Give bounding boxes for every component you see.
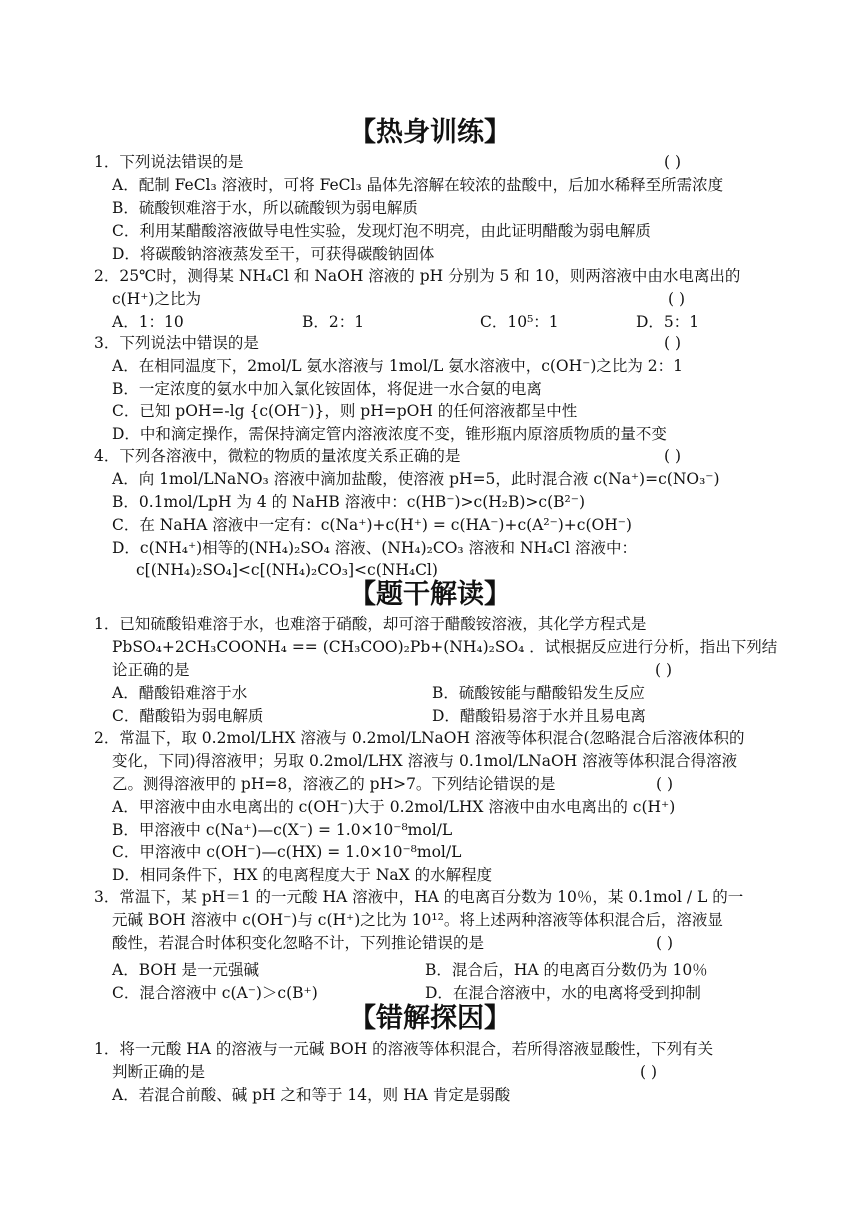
answer-parenthesis: ( )	[656, 775, 674, 793]
option-a: A．1：10	[112, 313, 184, 331]
option-a: A．BOH 是一元强碱	[112, 961, 260, 979]
question-stem-cont: 判断正确的是	[112, 1063, 206, 1081]
section-heading-errors: 【错解探因】	[349, 1003, 511, 1034]
answer-parenthesis: ( )	[664, 153, 682, 171]
option-b: B．甲溶液中 c(Na⁺)—c(X⁻) = 1.0×10⁻⁸mol/L	[112, 821, 453, 839]
option-d: D．c(NH₄⁺)相等的(NH₄)₂SO₄ 溶液、(NH₄)₂CO₃ 溶液和 NH₄Cl 溶液中：	[112, 539, 638, 557]
question-stem-cont: 乙。测得溶液甲的 pH=8，溶液乙的 pH>7。下列结论错误的是	[112, 775, 556, 793]
option-a: A．配制 FeCl₃ 溶液时，可将 FeCl₃ 晶体先溶解在较浓的盐酸中，后加水稀释至所需浓度	[112, 176, 724, 194]
question-stem: 2．25℃时，测得某 NH₄Cl 和 NaOH 溶液的 pH 分别为 5 和 10，则两溶液中由水电离出的	[94, 267, 741, 285]
answer-parenthesis: ( )	[656, 934, 674, 952]
option-b: B．一定浓度的氨水中加入氯化铵固体，将促进一水合氨的电离	[112, 380, 542, 398]
option-c: C．甲溶液中 c(OH⁻)—c(HX) = 1.0×10⁻⁸mol/L	[112, 843, 462, 861]
question-stem: 3．常温下，某 pH＝1 的一元酸 HA 溶液中，HA 的电离百分数为 10％，某 0.1mol / L 的一	[94, 888, 744, 906]
question-stem: 1．已知硫酸铅难溶于水，也难溶于硝酸，却可溶于醋酸铵溶液，其化学方程式是	[94, 615, 647, 633]
question-stem: 4．下列各溶液中，微粒的物质的量浓度关系正确的是	[94, 447, 461, 465]
option-d: D．相同条件下，HX 的电离程度大于 NaX 的水解程度	[112, 866, 493, 884]
question-stem-cont: PbSO₄+2CH₃COONH₄ == (CH₃COO)₂Pb+(NH₄)₂SO₄ ．试根据反应进行分析，指出下列结	[112, 638, 778, 656]
option-c: C．10⁵：1	[480, 313, 559, 331]
option-a: A．醋酸铅难溶于水	[112, 684, 248, 702]
answer-parenthesis: ( )	[640, 1063, 658, 1081]
option-c: C．在 NaHA 溶液中一定有：c(Na⁺)+c(H⁺) = c(HA⁻)+c(A²⁻)+c(OH⁻)	[112, 516, 632, 534]
option-a: A．若混合前酸、碱 pH 之和等于 14，则 HA 肯定是弱酸	[112, 1086, 511, 1104]
option-d-cont: c[(NH₄)₂SO₄]<c[(NH₄)₂CO₃]<c(NH₄Cl)	[136, 561, 438, 579]
question-stem: 1．下列说法错误的是	[94, 153, 244, 171]
option-d: D．将碳酸钠溶液蒸发至干，可获得碳酸钠固体	[112, 245, 435, 263]
answer-parenthesis: ( )	[664, 334, 682, 352]
option-a: A．在相同温度下，2mol/L 氨水溶液与 1mol/L 氨水溶液中，c(OH⁻)之比为 2：1	[112, 357, 684, 375]
option-b: B．2：1	[302, 313, 365, 331]
section-heading-warmup: 【热身训练】	[349, 117, 511, 148]
option-c: C．醋酸铅为弱电解质	[112, 707, 264, 725]
option-c: C．利用某醋酸溶液做导电性实验，发现灯泡不明亮，由此证明醋酸为弱电解质	[112, 222, 651, 240]
option-d: D．在混合溶液中，水的电离将受到抑制	[425, 984, 701, 1002]
option-d: D．5：1	[636, 313, 700, 331]
question-stem-cont: 酸性，若混合时体积变化忽略不计，下列推论错误的是	[112, 934, 485, 952]
question-stem-cont: 变化，下同)得溶液甲；另取 0.2mol/LHX 溶液与 0.1mol/LNaOH 溶液等体积混合得溶液	[112, 752, 738, 770]
question-stem: 3．下列说法中错误的是	[94, 334, 259, 352]
answer-parenthesis: ( )	[668, 290, 686, 308]
option-d: D．醋酸铅易溶于水并且易电离	[432, 707, 646, 725]
section-heading-analysis: 【题干解读】	[349, 579, 511, 610]
option-b: B．硫酸钡难溶于水，所以硫酸钡为弱电解质	[112, 199, 418, 217]
option-a: A．甲溶液中由水电离出的 c(OH⁻)大于 0.2mol/LHX 溶液中由水电离出的 c(H⁺)	[112, 798, 676, 816]
answer-parenthesis: ( )	[664, 447, 682, 465]
option-b: B．硫酸铵能与醋酸铅发生反应	[432, 684, 645, 702]
option-c: C．已知 pOH=-lg {c(OH⁻)}，则 pH=pOH 的任何溶液都呈中性	[112, 402, 578, 420]
option-b: B．混合后，HA 的电离百分数仍为 10％	[425, 961, 708, 979]
question-stem-cont: 元碱 BOH 溶液中 c(OH⁻)与 c(H⁺)之比为 10¹²。将上述两种溶液等体积混合后，溶液显	[112, 911, 723, 929]
question-stem: 2．常温下，取 0.2mol/LHX 溶液与 0.2mol/LNaOH 溶液等体积混合(忽略混合后溶液体积的	[94, 729, 745, 747]
answer-parenthesis: ( )	[655, 661, 673, 679]
option-c: C．混合溶液中 c(A⁻)＞c(B⁺)	[112, 984, 318, 1002]
option-d: D．中和滴定操作，需保持滴定管内溶液浓度不变，锥形瓶内原溶质物质的量不变	[112, 425, 667, 443]
option-b: B．0.1mol/LpH 为 4 的 NaHB 溶液中：c(HB⁻)>c(H₂B)>c(B²⁻)	[112, 493, 585, 511]
question-stem-cont: 论正确的是	[112, 661, 190, 679]
question-stem: 1．将一元酸 HA 的溶液与一元碱 BOH 的溶液等体积混合，若所得溶液显酸性，下列有关	[94, 1040, 714, 1058]
option-a: A．向 1mol/LNaNO₃ 溶液中滴加盐酸，使溶液 pH=5，此时混合液 c(Na⁺)=c(NO₃⁻)	[112, 470, 720, 488]
question-stem-cont: c(H⁺)之比为	[112, 290, 201, 308]
